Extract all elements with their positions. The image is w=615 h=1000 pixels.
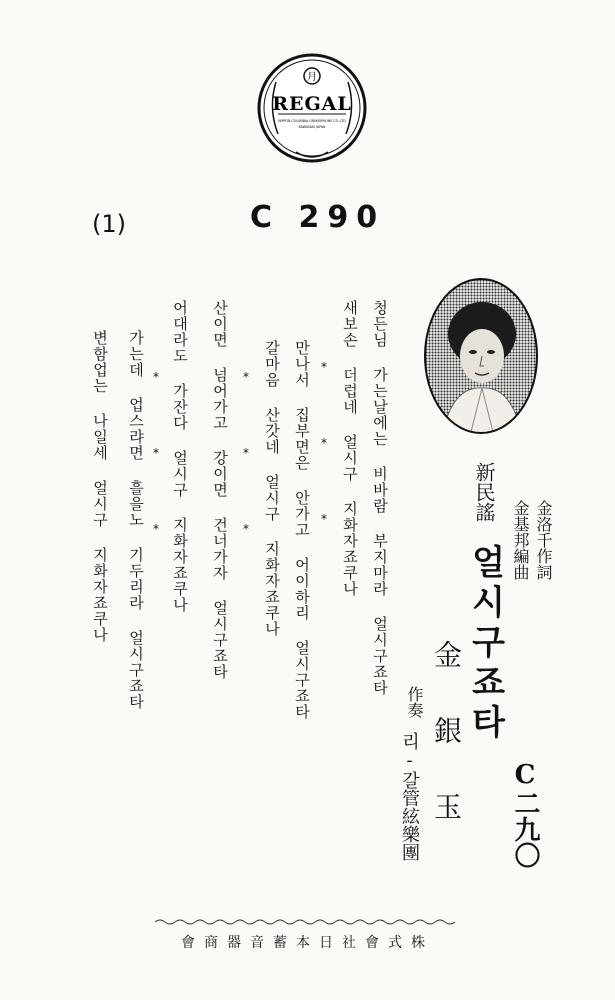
lyric-line-5: 산이면 넘어가고 강이면 건너가자 얼시구죠타 [211,300,229,680]
label-fine-line-1: NIPPON COLUMBIA GRAMOPHONE CO.,LTD [278,119,346,123]
lyric-stars-1: * * * [317,360,331,550]
side-number: (1) [92,210,126,238]
lyric-line-8: 변함업는 나일세 얼시구 지화자죠쿠나 [91,330,109,643]
singer-portrait [422,276,540,436]
footer-company: 株式會社日本蓄音器商會 [181,935,434,951]
catalog-number: C 290 [250,200,386,235]
footer-wavy-rule [155,918,460,926]
lyric-stars-3: * * * [149,370,163,560]
performer-name: 金銀玉 [430,640,463,868]
lyric-line-4: 갈마음 산갓네 얼시구 지화자죠쿠나 [263,340,281,637]
song-title: 얼시구죠타 [465,544,505,744]
composer-credit: 金基邦編曲 [511,500,530,580]
catalog-number-kanji: C二九〇 [510,760,540,868]
lyricist-credit: 金洛千作詞 [534,500,553,580]
performer-role: 作奏 [405,686,424,718]
accompaniment-credit: 리-갈管絃樂團 [399,732,420,861]
lyric-line-7: 가는데 업스랴면 흘을노 기두리라 얼시구죠타 [127,330,145,710]
label-brand: REGAL [272,93,352,115]
lyric-line-3: 만나서 집부면은 안가고 어이하리 얼시구죠타 [293,340,311,720]
genre-label: 新民謠 [472,462,496,522]
lyric-line-6: 어대라도 가잔다 얼시구 지화자죠쿠나 [171,300,189,613]
label-number-mark: 月 [307,72,317,83]
regal-label-logo [256,52,368,164]
lyric-stars-2: * * * [239,370,253,560]
lyric-line-2: 새보손 더럽네 얼시구 지화자죠쿠나 [341,300,359,597]
label-fine-line-2: KAWASAKI JAPAN [298,125,326,129]
lyric-line-1: 청든님 가는날에는 비바람 부지마라 얼시구죠타 [371,300,389,696]
